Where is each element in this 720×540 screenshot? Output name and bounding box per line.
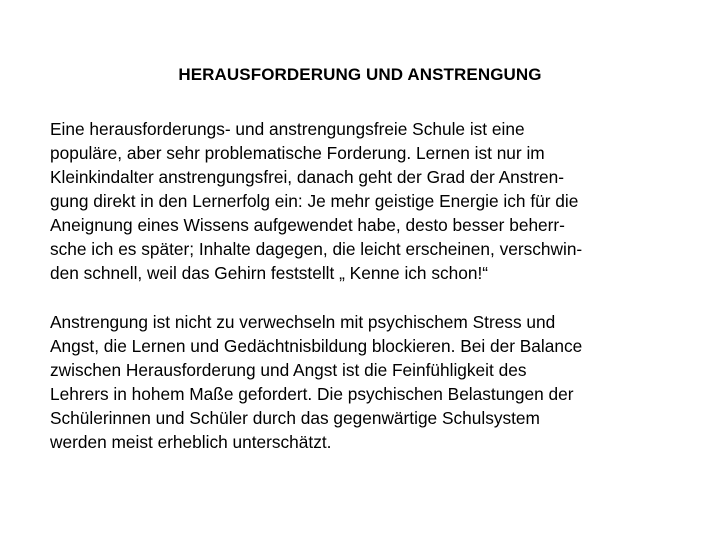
slide-title: HERAUSFORDERUNG UND ANSTRENGUNG [178, 65, 542, 84]
paragraph-line: Anstrengung ist nicht zu verwechseln mit psychischem Stress und [50, 312, 556, 332]
paragraph-line: Aneignung eines Wissens aufgewendet habe, desto besser beherr- [50, 215, 565, 235]
paragraph-line: Lehrers in hohem Maße gefordert. Die psychischen Belastungen der [50, 384, 574, 404]
paragraph-line: gung direkt in den Lernerfolg ein: Je mehr geistige Energie ich für die [50, 191, 579, 211]
paragraph-line: Schülerinnen und Schüler durch das gegenwärtige Schulsystem [50, 408, 540, 428]
paragraph-line: Eine herausforderungs- und anstrengungsfreie Schule ist eine [50, 119, 525, 139]
paragraph-line: den schnell, weil das Gehirn feststellt „ Kenne ich schon!“ [50, 263, 489, 283]
paragraph-line: werden meist erheblich unterschätzt. [50, 432, 332, 452]
paragraph-line: sche ich es später; Inhalte dagegen, die leicht erscheinen, verschwin- [50, 239, 583, 259]
paragraph-line: Angst, die Lernen und Gedächtnisbildung blockieren. Bei der Balance [50, 336, 583, 356]
paragraph-1 [50, 117, 672, 285]
paragraph-line: Kleinkindalter anstrengungsfrei, danach geht der Grad der Anstren- [50, 167, 564, 187]
paragraph-line: zwischen Herausforderung und Angst ist die Feinfühligkeit des [50, 360, 527, 380]
paragraph-line: populäre, aber sehr problematische Forderung. Lernen ist nur im [50, 143, 545, 163]
paragraph-2 [50, 310, 672, 454]
